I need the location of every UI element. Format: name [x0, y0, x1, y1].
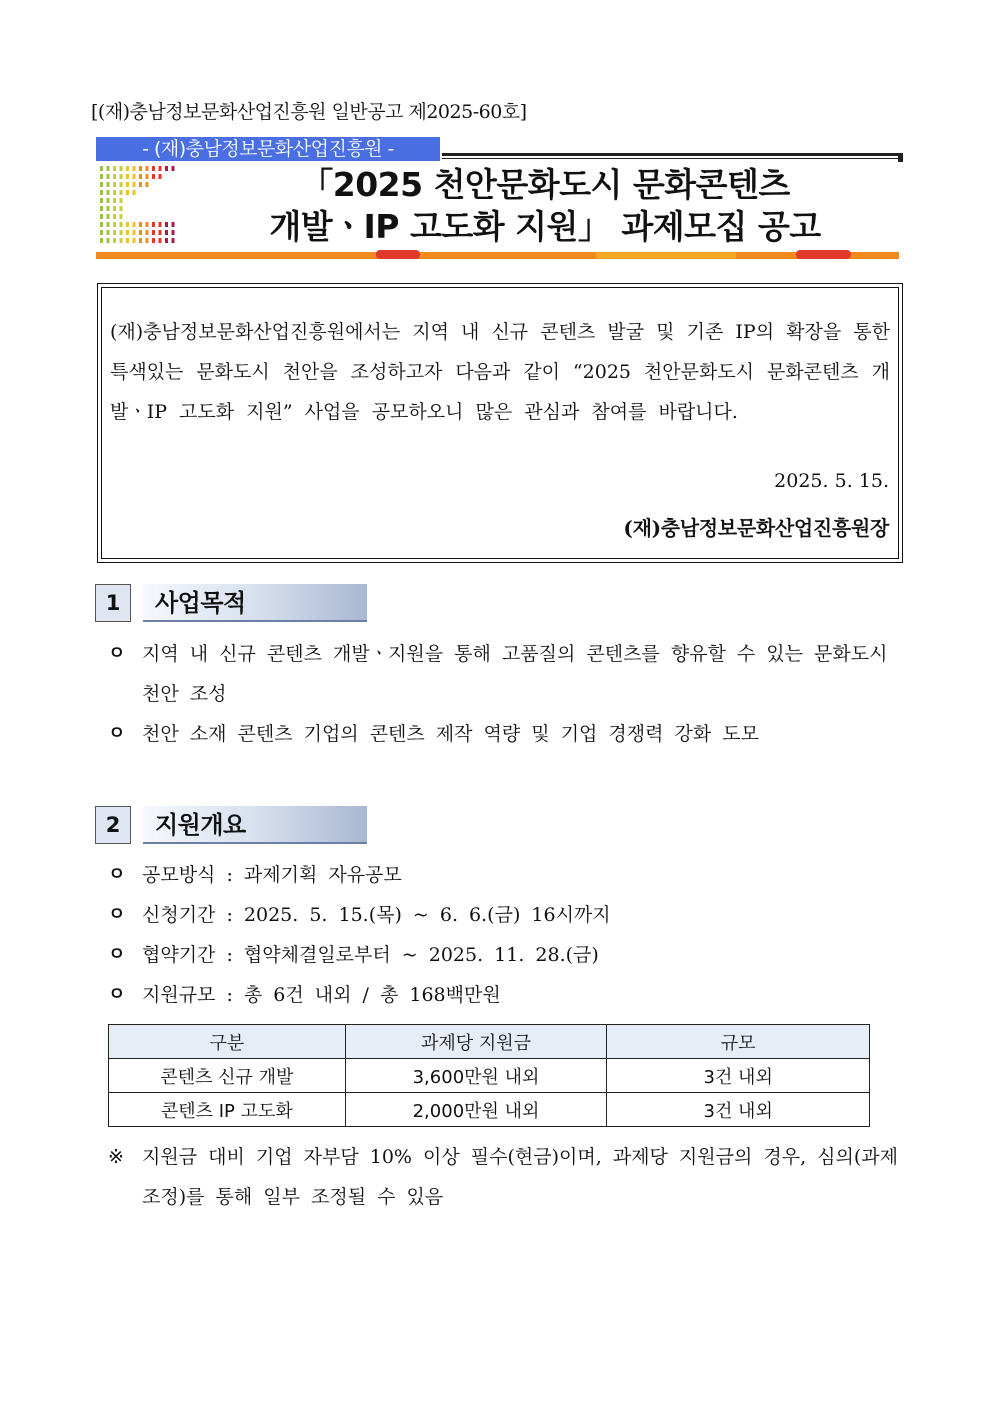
logo-dot [107, 174, 110, 179]
logo-dot [139, 166, 142, 171]
logo-dot [120, 174, 123, 179]
list-item [108, 975, 898, 1015]
bullet-text: 지원규모 : 총 6건 내외 / 총 168백만원 [142, 984, 501, 1006]
logo-dot [152, 222, 155, 227]
logo-dot [107, 238, 110, 243]
logo-dot [126, 238, 129, 243]
document-title [190, 164, 900, 248]
logo-dot [120, 238, 123, 243]
table-cell: 2,000만원 내외 [345, 1093, 607, 1127]
logo-dot [139, 174, 142, 179]
note-mark: ※ [108, 1146, 124, 1168]
list-item [108, 714, 898, 754]
list-item [108, 935, 898, 975]
logo-dot [152, 166, 155, 171]
table-cell: 콘텐츠 IP 고도화 [109, 1093, 346, 1127]
notice-box [97, 283, 903, 563]
logo-dot [107, 166, 110, 171]
title-line-1: 「2025 천안문화도시 문화콘텐츠 [300, 165, 790, 204]
list-item [108, 895, 898, 935]
notice-signature: (재)충남정보문화산업진흥원장 [623, 516, 889, 540]
logo-dot [165, 222, 168, 227]
logo-dot [159, 222, 162, 227]
logo-dot [146, 238, 149, 243]
logo-dot [100, 166, 103, 171]
logo-dot [107, 214, 110, 219]
header-rule-thin [442, 158, 903, 159]
logo-dot [133, 174, 136, 179]
logo-dot [126, 230, 129, 235]
section-number: 2 [95, 806, 131, 844]
table-cell: 콘텐츠 신규 개발 [109, 1059, 346, 1093]
logo-dot [100, 230, 103, 235]
logo-dot [146, 166, 149, 171]
logo-dot [120, 230, 123, 235]
notice-text: (재)충남정보문화산업진흥원에서는 지역 내 신규 콘텐츠 발굴 및 기존 IP의 확장을 통한 특색있는 문화도시 천안을 조성하고자 다음과 같이 “2025 천안문화도시 문화콘텐츠 개발ㆍIP 고도화 지원” 사업을 공모하오니 많은 관심과 참여를 바랍니다. [110, 321, 890, 423]
logo-dot [139, 230, 142, 235]
table-header-cell: 규모 [607, 1025, 870, 1059]
logo-dot [113, 190, 116, 195]
logo-dot [113, 166, 116, 171]
bullet-text: 신청기간 : 2025. 5. 15.(목) ~ 6. 6.(금) 16시까지 [142, 904, 611, 926]
table-header-cell: 과제당 지원금 [345, 1025, 607, 1059]
logo-dot [133, 182, 136, 187]
table-cell: 3건 내외 [607, 1093, 870, 1127]
logo-dot [120, 182, 123, 187]
logo-dot [159, 230, 162, 235]
logo-dot [113, 174, 116, 179]
table-header-row [109, 1025, 870, 1059]
logo-dot [100, 198, 103, 203]
logo-dot [120, 206, 123, 211]
logo-dot [159, 166, 162, 171]
logo-dot [152, 230, 155, 235]
logo-dot [100, 206, 103, 211]
logo-dot [107, 206, 110, 211]
logo-dot [146, 230, 149, 235]
org-tag: - (재)충남정보문화산업진흥원 - [96, 137, 440, 161]
logo-dot [146, 222, 149, 227]
table-cell: 3건 내외 [607, 1059, 870, 1093]
logo-dot [133, 230, 136, 235]
title-color-bar [96, 250, 899, 259]
section-title: 사업목적 [143, 584, 367, 622]
logo-dot [146, 182, 149, 187]
logo-dot [120, 198, 123, 203]
section-title: 지원개요 [143, 806, 367, 844]
bullet-marker: ㅇ [108, 984, 126, 1005]
table-cell: 3,600만원 내외 [345, 1059, 607, 1093]
logo-dot [139, 238, 142, 243]
logo-dot [133, 190, 136, 195]
logo-dot [165, 230, 168, 235]
logo-dot [165, 166, 168, 171]
logo-dot [113, 214, 116, 219]
logo-dot [126, 190, 129, 195]
logo-dot [107, 222, 110, 227]
logo-dot [126, 166, 129, 171]
logo-dot [133, 238, 136, 243]
header-rule-end [898, 153, 903, 162]
logo-dot [120, 166, 123, 171]
title-line-2: 개발ㆍIP 고도화 지원」 과제모집 공고 [269, 207, 821, 246]
table-row [109, 1059, 870, 1093]
logo-dot [165, 238, 168, 243]
logo-dot [133, 222, 136, 227]
logo-dot [107, 190, 110, 195]
notice-box-inner [101, 287, 899, 559]
bullet-marker: ㅇ [108, 643, 126, 664]
logo-dot [126, 182, 129, 187]
logo-dot [113, 222, 116, 227]
logo-dot [126, 174, 129, 179]
list-item [108, 855, 898, 895]
logo-dot [159, 174, 162, 179]
logo-dot [126, 222, 129, 227]
bullet-marker: ㅇ [108, 723, 126, 744]
logo-dot [159, 238, 162, 243]
bullet-text: 공모방식 : 과제기획 자유공모 [142, 864, 402, 886]
bullet-text: 지역 내 신규 콘텐츠 개발ㆍ지원을 통해 고품질의 콘텐츠를 향유할 수 있는 문화도시 천안 조성 [142, 643, 888, 705]
header-rule [442, 153, 903, 156]
section-number: 1 [95, 584, 131, 622]
bullet-text: 천안 소재 콘텐츠 기업의 콘텐츠 제작 역량 및 기업 경쟁력 강화 도모 [142, 723, 759, 745]
table-header-cell: 구분 [109, 1025, 346, 1059]
note [108, 1137, 898, 1217]
logo-dot [100, 190, 103, 195]
list-item [108, 634, 898, 714]
logo-dot [100, 174, 103, 179]
logo-dot [107, 198, 110, 203]
logo-dot [152, 238, 155, 243]
logo-dot [120, 222, 123, 227]
logo-dot [107, 182, 110, 187]
notice-date: 2025. 5. 15. [774, 470, 889, 492]
logo-dot [100, 214, 103, 219]
logo-dot [139, 182, 142, 187]
table-row [109, 1093, 870, 1127]
bullet-marker: ㅇ [108, 864, 126, 885]
logo-dot [172, 238, 175, 243]
logo-dot [172, 222, 175, 227]
logo-dot [172, 230, 175, 235]
bullet-marker: ㅇ [108, 904, 126, 925]
support-table [108, 1024, 870, 1127]
announcement-number: [(재)충남정보문화산업진흥원 일반공고 제2025-60호] [91, 101, 527, 123]
logo-dot [120, 190, 123, 195]
logo-dot [139, 222, 142, 227]
note-text: 지원금 대비 기업 자부담 10% 이상 필수(현금)이며, 과제당 지원금의 경우, 심의(과제조정)를 통해 일부 조정될 수 있음 [142, 1146, 898, 1208]
logo-dot [152, 174, 155, 179]
logo-dot [120, 214, 123, 219]
bullet-marker: ㅇ [108, 944, 126, 965]
logo-dot [133, 166, 136, 171]
logo-dot [113, 206, 116, 211]
logo-dot [113, 198, 116, 203]
logo-dot [113, 238, 116, 243]
logo-dot [113, 182, 116, 187]
logo-dot [113, 230, 116, 235]
bullet-text: 협약기간 : 협약체결일로부터 ~ 2025. 11. 28.(금) [142, 944, 599, 966]
logo-dot [100, 182, 103, 187]
dot-logo-icon [98, 164, 180, 246]
logo-dot [100, 222, 103, 227]
logo-dot [146, 174, 149, 179]
logo-dot [107, 230, 110, 235]
logo-dot [172, 166, 175, 171]
logo-dot [100, 238, 103, 243]
